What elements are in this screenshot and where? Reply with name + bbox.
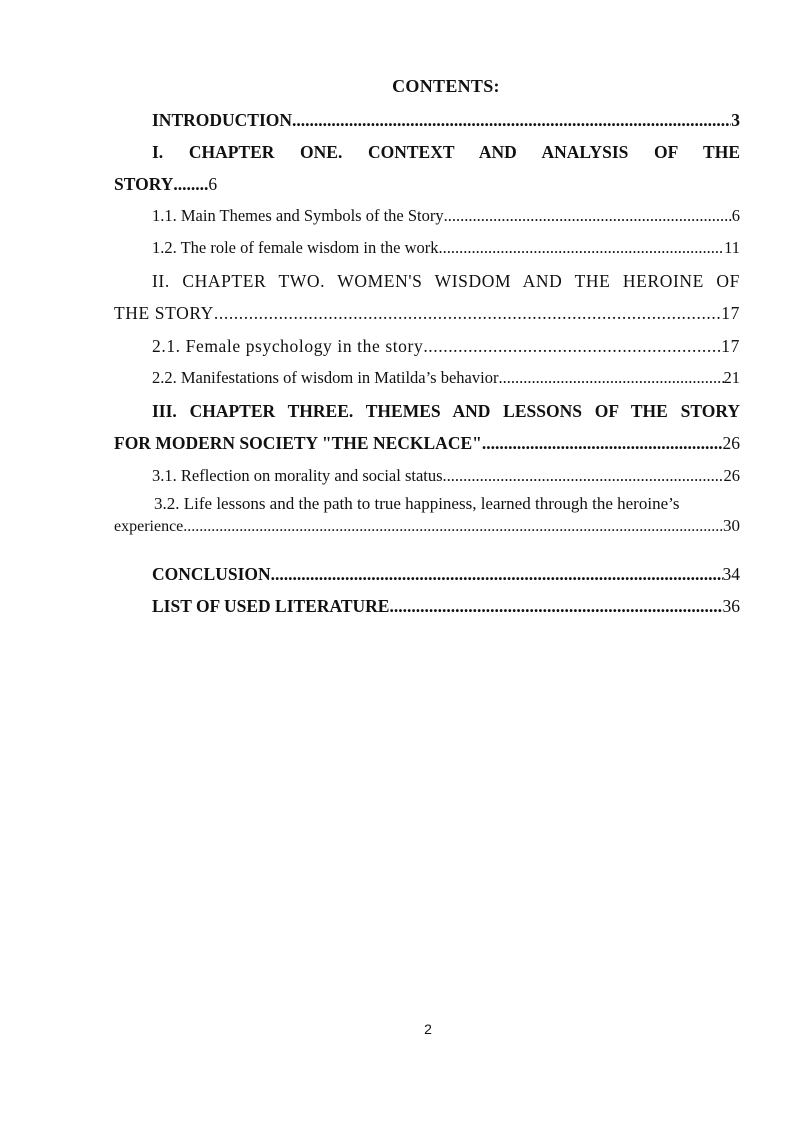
- toc-entry-section-1-2: [114, 232, 740, 264]
- toc-page-number: 3: [731, 110, 740, 130]
- toc-label: 1.2. The role of female wisdom in the work: [152, 238, 439, 257]
- toc-page-number: 11: [724, 238, 740, 257]
- leader-dots: [183, 516, 723, 538]
- toc-entry-literature: [114, 590, 740, 622]
- toc-label: 2.2. Manifestations of wisdom in Matilda’s behavior: [152, 368, 499, 387]
- toc-label: INTRODUCTION: [152, 110, 293, 130]
- toc-page-number: 36: [722, 596, 740, 616]
- toc-entry-section-1-1: [114, 200, 740, 232]
- leader-dots: ........: [173, 174, 209, 194]
- toc-label: LIST OF USED LITERATURE: [152, 596, 390, 616]
- page-number: 2: [424, 1021, 432, 1037]
- toc-entry-section-2-2: [114, 362, 740, 394]
- toc-label: 2.1. Female psychology in the story: [152, 336, 424, 356]
- toc-entry-section-2-1: [114, 330, 740, 362]
- toc-label: 3.2. Life lessons and the path to true happiness, learned through the heroine’s: [154, 494, 680, 513]
- toc-label-continued: FOR MODERN SOCIETY "THE NECKLACE": [114, 433, 482, 453]
- toc-entry-introduction: [114, 104, 740, 136]
- leader-dots: [482, 427, 723, 459]
- toc-page-number: 17: [721, 336, 740, 356]
- toc-entry-chapter-three: [114, 395, 740, 459]
- toc-page-number: 34: [722, 564, 740, 584]
- leader-dots: [423, 330, 721, 362]
- toc-label-continued: experience: [114, 518, 184, 535]
- leader-dots: [214, 297, 721, 329]
- toc-entry-chapter-two: [114, 265, 740, 329]
- toc-page-number: 6: [731, 206, 740, 225]
- leader-dots: [498, 362, 723, 394]
- leader-dots: [443, 460, 724, 492]
- toc-entry-chapter-one: [114, 136, 740, 200]
- toc-entry-section-3-1: [114, 460, 740, 492]
- toc-page-number: 26: [722, 433, 740, 453]
- toc-page-number: 21: [723, 368, 740, 387]
- toc-entry-conclusion: [114, 558, 740, 590]
- leader-dots: [444, 200, 732, 232]
- toc-label: I. CHAPTER ONE. CONTEXT AND ANALYSIS OF THE: [152, 142, 740, 162]
- toc-page-number: 30: [723, 516, 740, 535]
- leader-dots: [292, 104, 731, 136]
- toc-label-continued: STORY: [114, 174, 174, 194]
- toc-label: 3.1. Reflection on morality and social status: [152, 466, 443, 485]
- leader-dots: [389, 590, 722, 622]
- toc-label: CONCLUSION: [152, 564, 271, 584]
- toc-label: II. CHAPTER TWO. WOMEN'S WISDOM AND THE HEROINE OF: [152, 271, 740, 291]
- toc-page-number: 6: [208, 174, 218, 194]
- contents-title: CONTENTS:: [392, 76, 500, 96]
- toc-label-continued: THE STORY: [114, 303, 214, 323]
- leader-dots: [271, 558, 723, 590]
- leader-dots: [439, 232, 725, 264]
- toc-page-number: 17: [721, 303, 740, 323]
- toc-label: 1.1. Main Themes and Symbols of the Story: [152, 206, 444, 225]
- toc-page-number: 26: [723, 466, 740, 485]
- toc-entry-section-3-2: [114, 493, 746, 538]
- toc-label: III. CHAPTER THREE. THEMES AND LESSONS OF THE STORY: [152, 401, 740, 421]
